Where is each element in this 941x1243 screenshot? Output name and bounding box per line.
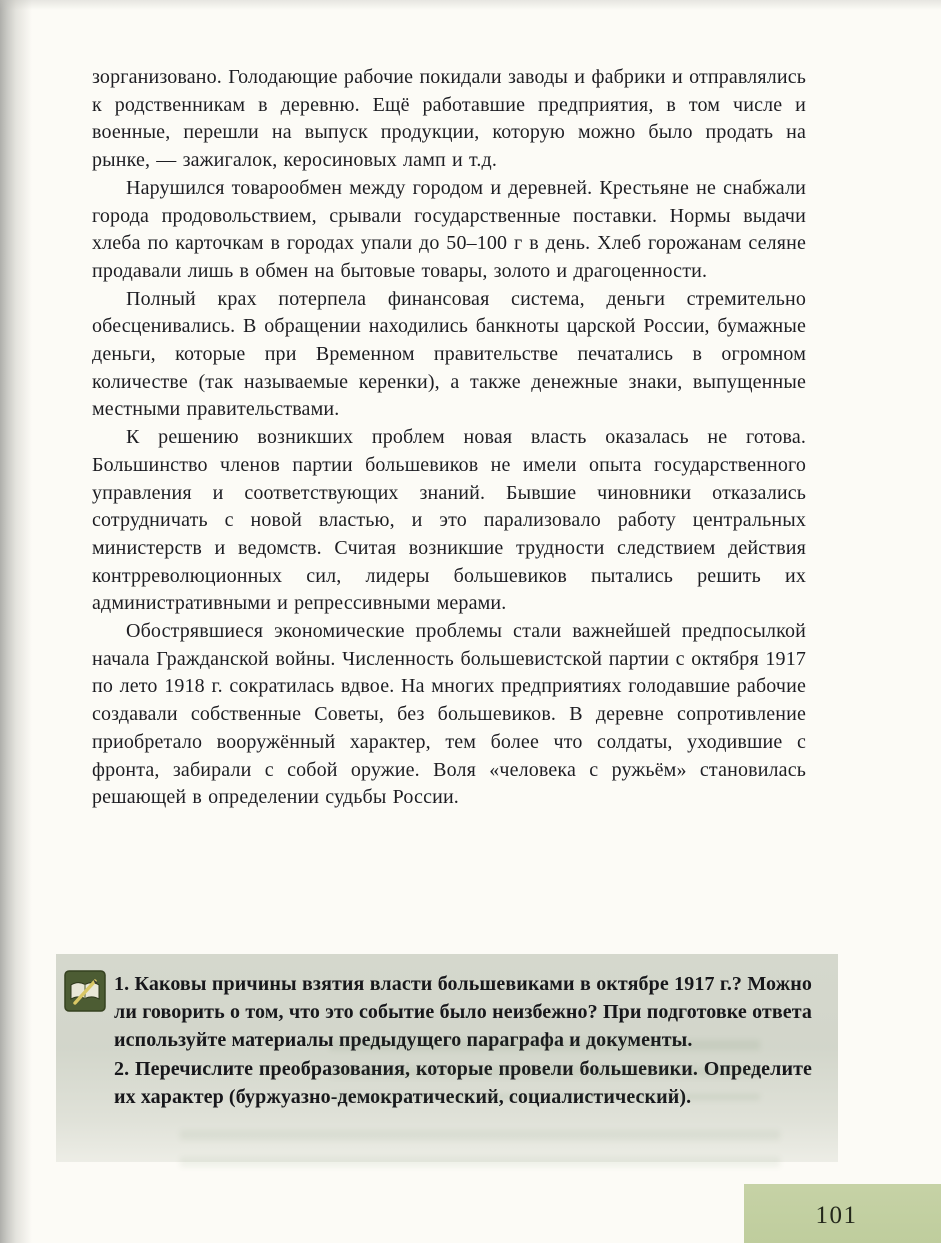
question-item: 1. Каковы причины взятия власти большевиками в октябре 1917 г.? Можно ли говорить о том, что это событие было неизбежно? При подготовке ответа используйте материалы предыдущего параграфа и документы.	[114, 973, 812, 1052]
questions-block	[56, 954, 838, 1162]
page-number: 101	[815, 1201, 858, 1229]
scan-gutter-shadow	[0, 0, 32, 1243]
paragraph: Нарушился товарообмен между городом и деревней. Крестьяне не снабжали города продовольствием, срывали государственные поставки. Нормы выдачи хлеба по карточкам в городах упали до 50–100 г в день. Хлеб горожанам селяне продавали лишь в обмен на бытовые товары, золото и драгоценности.	[92, 176, 806, 282]
scan-top-shadow	[0, 0, 941, 10]
question-item: 2. Перечислите преобразования, которые провели большевики. Определите их характер (буржуазно-демократический, социалистический).	[114, 1057, 812, 1108]
book-and-pencil-icon	[64, 970, 106, 1012]
page-body-text	[92, 64, 806, 812]
paragraph: зорганизовано. Голодающие рабочие покидали заводы и фабрики и отправлялись к родственникам в деревню. Ещё работавшие предприятия, в том числе и военные, перешли на выпуск продукции, которую можно было продать на рынке, — зажигалок, керосиновых ламп и т.д.	[92, 66, 806, 172]
page-number-box	[744, 1184, 941, 1243]
paragraph: Обострявшиеся экономические проблемы стали важнейшей предпосылкой начала Гражданской войны. Численность большевистской партии с октября 1917 по лето 1918 г. сократилась вдвое. На многих предприятиях голодавшие рабочие создавали собственные Советы, без большевиков. В деревне сопротивление приобретало вооружённый характер, тем более что солдаты, уходившие с фронта, забирали с собой оружие. Воля «человека с ружьём» становилась решающей в определении судьбы России.	[92, 620, 806, 809]
paragraph: Полный крах потерпела финансовая система, деньги стремительно обесценивались. В обращении находились банкноты царской России, бумажные деньги, которые при Временном правительстве печатались в огромном количестве (так называемые керенки), а также денежные знаки, выпущенные местными правительствами.	[92, 287, 806, 421]
paragraph: К решению возникших проблем новая власть оказалась не готова. Большинство членов партии большевиков не имели опыта государственного управления и соответствующих знаний. Бывшие чиновники отказались сотрудничать с новой властью, и это парализовало работу центральных министерств и ведомств. Считая возникшие трудности следствием действия контрреволюционных сил, лидеры большевиков пытались решить их административными и репрессивными мерами.	[92, 426, 806, 615]
